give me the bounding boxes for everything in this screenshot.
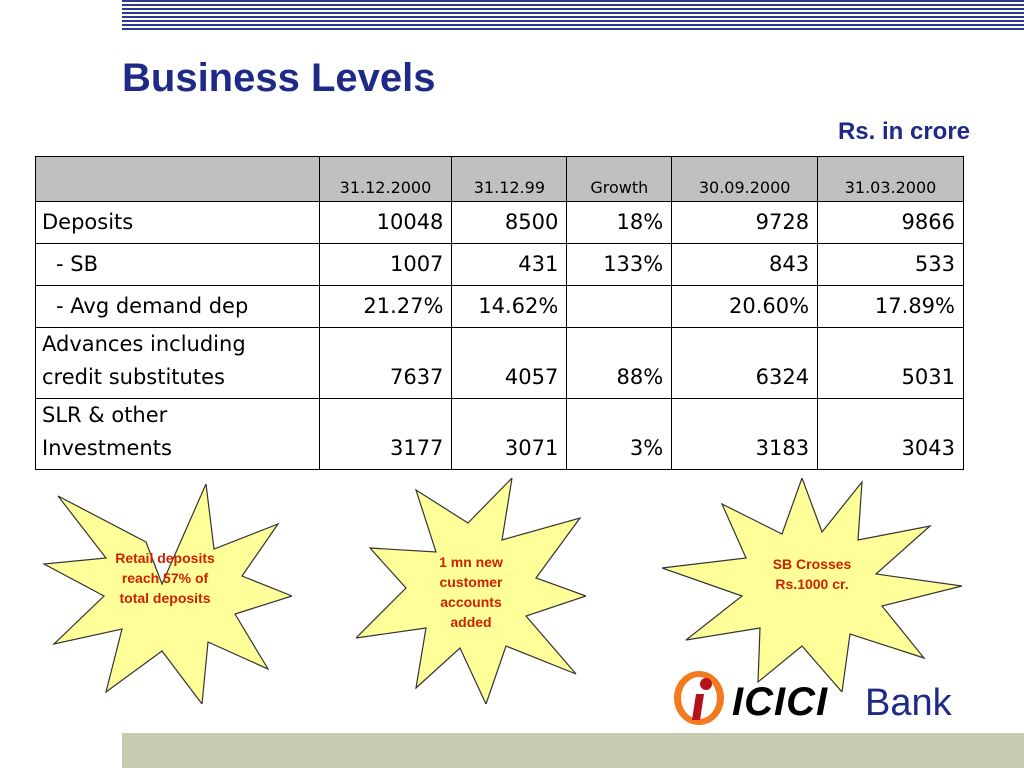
- row-label-line: Advances including: [42, 332, 246, 356]
- table-cell: 3071: [452, 399, 567, 470]
- table-cell: [567, 286, 672, 328]
- table-cell: 88%: [567, 328, 672, 399]
- row-label: Deposits: [36, 202, 320, 244]
- row-label-line: SLR & other: [42, 403, 168, 427]
- table-header-col-2: 31.12.99: [452, 157, 567, 202]
- row-label-line: credit substitutes: [42, 365, 225, 389]
- callout-text: [737, 554, 887, 594]
- callout-line: Rs.1000 cr.: [775, 576, 849, 592]
- table-cell: 3043: [818, 399, 964, 470]
- callout-line: total deposits: [119, 590, 211, 606]
- table-cell: 9866: [818, 202, 964, 244]
- callout-line: Retail deposits: [115, 550, 215, 566]
- callout-line: customer: [439, 574, 503, 590]
- table-row-deposits: [36, 202, 964, 244]
- table-row-avg-demand-dep: [36, 286, 964, 328]
- table-cell: 8500: [452, 202, 567, 244]
- callout-burst-new-customers: [356, 478, 586, 704]
- logo-bank-text: Bank: [865, 682, 952, 724]
- table-cell: 3183: [672, 399, 818, 470]
- table-cell: 17.89%: [818, 286, 964, 328]
- table-cell: 1007: [319, 244, 452, 286]
- callout-line: accounts: [440, 594, 502, 610]
- row-label: [36, 399, 320, 470]
- table-cell: 9728: [672, 202, 818, 244]
- table-cell: 21.27%: [319, 286, 452, 328]
- business-levels-table: [35, 156, 964, 470]
- table-cell: 843: [672, 244, 818, 286]
- callout-burst-retail-deposits: [42, 484, 292, 704]
- row-label: [36, 328, 320, 399]
- table-cell: 20.60%: [672, 286, 818, 328]
- table-cell: 14.62%: [452, 286, 567, 328]
- table-cell: 7637: [319, 328, 452, 399]
- table-cell: 431: [452, 244, 567, 286]
- table-cell: 5031: [818, 328, 964, 399]
- callout-line: added: [450, 614, 492, 630]
- slide-title: Business Levels: [122, 56, 436, 100]
- callout-line: SB Crosses: [772, 556, 852, 572]
- row-label-line: Investments: [42, 436, 172, 460]
- table-header-col-4: 30.09.2000: [672, 157, 818, 202]
- icici-bank-logo: [670, 664, 990, 728]
- table-header-row: [36, 157, 964, 202]
- table-header-corner: [36, 157, 320, 202]
- table-row-advances: [36, 328, 964, 399]
- table-cell: 3%: [567, 399, 672, 470]
- icici-logo-mark-icon: [670, 664, 728, 728]
- table-cell: 6324: [672, 328, 818, 399]
- row-label: - Avg demand dep: [36, 286, 320, 328]
- table-header-col-5: 31.03.2000: [818, 157, 964, 202]
- row-label: - SB: [36, 244, 320, 286]
- callout-text: [401, 552, 541, 632]
- table-cell: 10048: [319, 202, 452, 244]
- callout-text: [90, 548, 240, 608]
- table-header-col-3: Growth: [567, 157, 672, 202]
- table-row-sb: [36, 244, 964, 286]
- callout-line: reach 57% of: [121, 570, 209, 586]
- table-header-col-1: 31.12.2000: [319, 157, 452, 202]
- table-cell: 4057: [452, 328, 567, 399]
- bottom-bar-decoration: [122, 733, 1024, 768]
- logo-icici-text: ICICI: [732, 680, 829, 724]
- table-cell: 3177: [319, 399, 452, 470]
- table-cell: 533: [818, 244, 964, 286]
- top-stripe-decoration: [122, 0, 1024, 30]
- table-cell: 133%: [567, 244, 672, 286]
- callout-line: 1 mn new: [439, 554, 503, 570]
- callout-burst-sb-crosses: [662, 478, 962, 692]
- table-cell: 18%: [567, 202, 672, 244]
- units-label: Rs. in crore: [837, 118, 970, 145]
- table-row-slr-investments: [36, 399, 964, 470]
